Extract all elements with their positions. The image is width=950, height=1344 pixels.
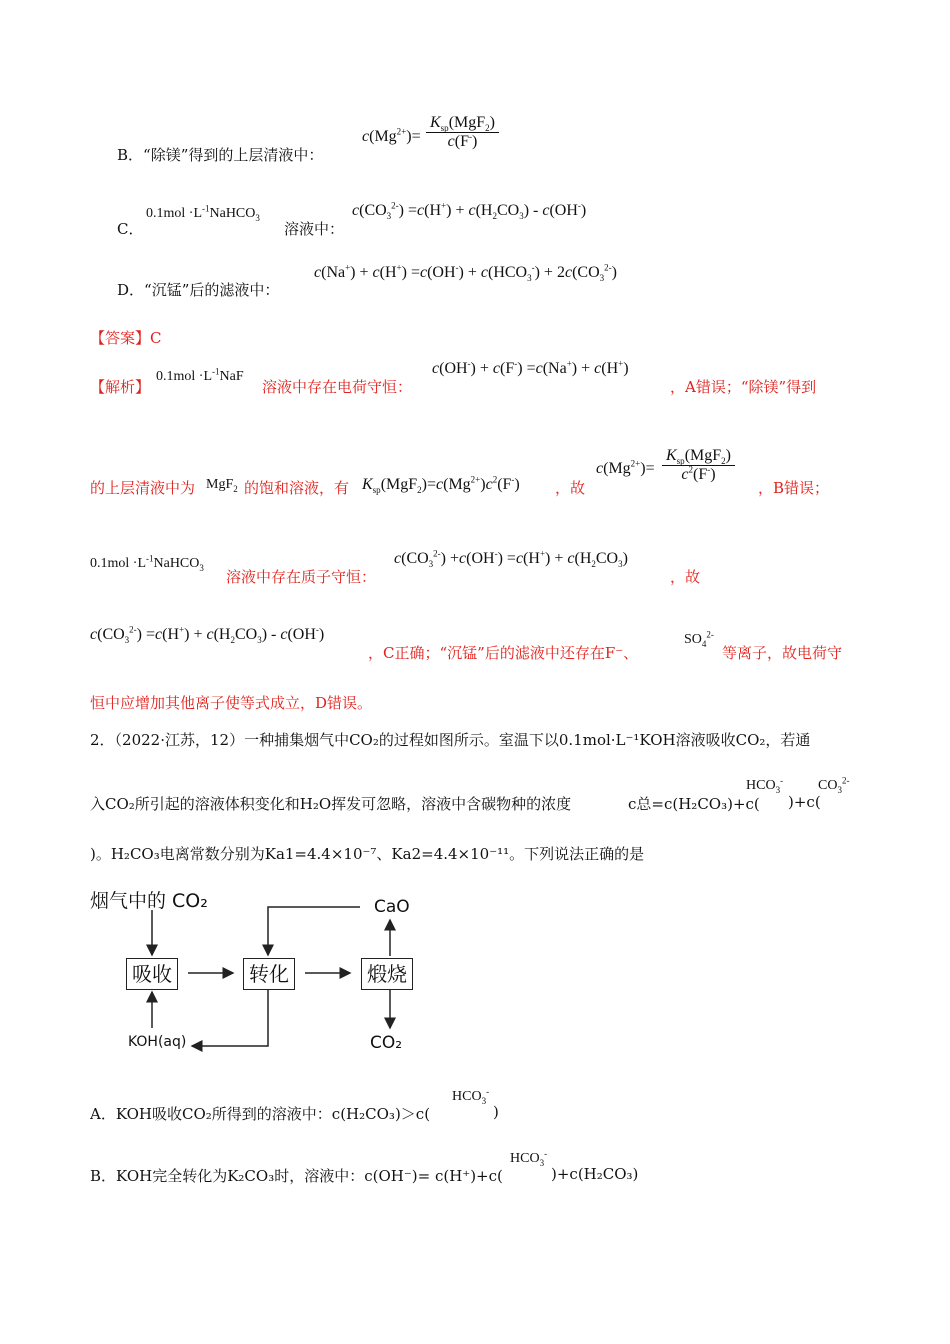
q2-option-b-text: B．KOH完全转化为K₂CO₃时，溶液中：c(OH⁻)= c(H⁺)+c(: [90, 1167, 503, 1185]
analysis-line2-fraction: [662, 447, 735, 484]
analysis-line3-text-b: ，故: [670, 568, 701, 586]
analysis-line2-equation: $K_{sp}(MgF_2)=c(Mg^{2+})c^2(F^-)$: [362, 474, 520, 496]
question2-line3: )。H₂CO₃电离常数分别为Ka1=4.4×10⁻⁷、Ka2=4.4×10⁻¹¹。下列说法正确的是: [90, 845, 645, 863]
q2-option-a-text: A．KOH吸收CO₂所得到的溶液中：c(H₂CO₃)＞c(: [90, 1105, 431, 1123]
analysis-naf-formula: $0.1mol \cdot L^{-1}NaF$: [156, 366, 244, 384]
q2-option-a: [90, 1103, 430, 1124]
analysis-line5: 恒中应增加其他离子使等式成立，D错误。: [90, 694, 373, 712]
option-c-after: 溶液中：: [284, 220, 345, 238]
analysis-label: 【解析】: [90, 378, 151, 396]
analysis-line2-numerator: $K_{sp}(MgF_2)$: [666, 447, 731, 467]
option-c-equation: $c(CO_3^{2-}) =c(H^+) + c(H_2CO_3) - c(OH^-)$: [352, 200, 587, 222]
analysis-line2-formula: MgF$_2$: [206, 477, 238, 494]
question2-line2a: 入CO₂所引起的溶液体积变化和H₂O挥发可忽略，溶液中含碳物种的浓度: [90, 795, 572, 813]
analysis-line2-denominator: $c^2(F^-)$: [662, 465, 735, 484]
option-d-equation: $c(Na^+) + c(H^+) =c(OH^-) + c(HCO_3^-) + 2c(CO_3^{2-})$: [314, 262, 617, 284]
q2-option-b: [90, 1165, 503, 1186]
diagram-source-label: 烟气中的 CO₂: [90, 890, 208, 912]
analysis-line2-text-a: 的上层清液中为: [90, 479, 196, 497]
option-b-fraction: [426, 114, 499, 151]
analysis-line2-frac-lhs: $c(Mg^{2+})=$: [596, 458, 655, 477]
analysis-line2-text-d: ，B错误；: [758, 479, 830, 497]
analysis-line3-formula: $0.1mol \cdot L^{-1}NaHCO_3$: [90, 553, 204, 573]
box-calcine: 煅烧: [361, 958, 413, 990]
analysis-line4-equation: $c(CO_3^{2-}) =c(H^+) + c(H_2CO_3) - c(OH^-)$: [90, 624, 325, 646]
option-b-denominator: c(F-): [426, 132, 499, 151]
analysis-line1-text-a: 溶液中存在电荷守恒：: [262, 378, 413, 396]
analysis-line4-text-b: 等离子，故电荷守: [722, 644, 843, 662]
option-b-label: B．“除镁”得到的上层清液中：: [117, 146, 324, 164]
option-c-label: C．: [117, 220, 144, 238]
question2-line2c: )+c(: [788, 793, 821, 811]
question2-line2b: c总=c(H₂CO₃)+c(: [628, 795, 760, 813]
q2-option-b-end: )+c(H₂CO₃): [551, 1165, 639, 1183]
analysis-line1-equation: c(OH-) + c(F-) =c(Na+) + c(H+): [432, 358, 629, 377]
diagram-cao: CaO: [374, 897, 410, 917]
analysis-line1-text-b: ，A错误；“除镁”得到: [670, 378, 817, 396]
box-absorb: 吸收: [126, 958, 178, 990]
diagram-co2-out: CO₂: [370, 1033, 403, 1053]
option-c-formula: $0.1mol \cdot L^{-1}NaHCO_3$: [146, 203, 260, 223]
option-b-lhs: $c(Mg^{2+})=$: [362, 126, 421, 145]
diagram-koh: KOH(aq): [128, 1034, 187, 1050]
answer-line: [90, 327, 162, 348]
q2-option-b-ion: $HCO_3^-$: [510, 1148, 548, 1168]
question2-hco3: $HCO_3^-$: [746, 775, 784, 795]
option-b-numerator: $K_{sp}(MgF_2)$: [430, 114, 495, 134]
q2-option-a-ion: $HCO_3^-$: [452, 1086, 490, 1106]
analysis-line2-text-c: ，故: [555, 479, 586, 497]
analysis-line3-text-a: 溶液中存在质子守恒：: [226, 568, 377, 586]
analysis-line4-text-a: ，C正确；“沉锰”后的滤液中还存在F⁻、: [368, 644, 639, 662]
q2-option-a-end: ): [493, 1103, 499, 1121]
answer-label: 【答案】: [90, 329, 151, 347]
box-convert: 转化: [243, 958, 295, 990]
question2-line1: 2．（2022·江苏，12）一种捕集烟气中CO₂的过程如图所示。室温下以0.1mol·L⁻¹KOH溶液吸收CO₂，若通: [90, 731, 811, 749]
analysis-line2-text-b: 的饱和溶液，有: [244, 479, 350, 497]
arrow-convert-to-koh: [192, 990, 268, 1046]
answer-value: C: [150, 329, 162, 347]
arrow-cao-recycle: [268, 907, 360, 955]
analysis-line3-equation: $c(CO_3^{2-}) +c(OH^-) =c(H^+) + c(H_2CO_3)$: [394, 548, 628, 570]
analysis-line4-ion: $SO_4^{2-}$: [684, 629, 714, 649]
question2-co3: $CO_3^{2-}$: [818, 775, 850, 795]
option-d-label: D．“沉锰”后的滤液中：: [117, 281, 280, 299]
